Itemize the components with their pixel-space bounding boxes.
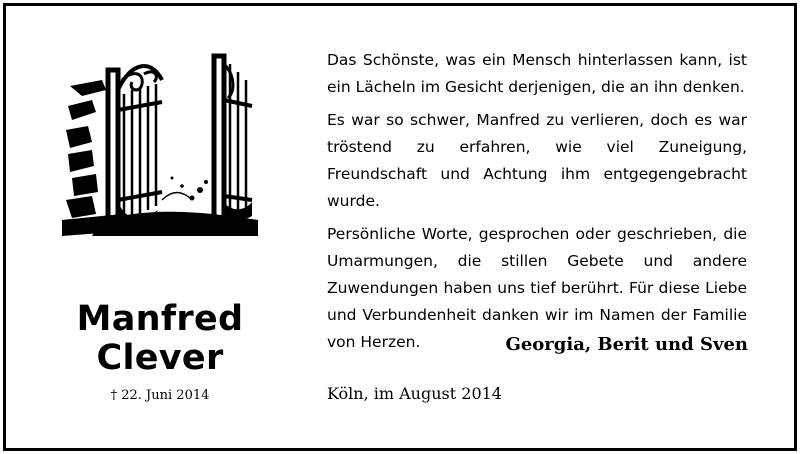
place-date: Köln, im August 2014 xyxy=(327,384,502,403)
garden-gate-icon xyxy=(62,50,258,236)
signature: Georgia, Berit und Sven xyxy=(505,334,748,355)
deceased-last-name: Clever xyxy=(96,338,224,378)
deceased-first-name: Manfred xyxy=(76,299,244,339)
message-paragraph: Persönliche Worte, gesprochen oder geschrieben, die Umarmungen, die stillen Gebete und andere Zuwendungen haben uns tief berührt. Für diese Liebe und Verbundenheit danken wir im Namen der Familie von Herzen. xyxy=(327,225,747,351)
death-date: † 22. Juni 2014 xyxy=(110,388,210,403)
message-paragraph: Das Schönste, was ein Mensch hinterlassen kann, ist ein Lächeln im Gesicht derjenigen, die an ihn denken. xyxy=(327,51,747,96)
message-text xyxy=(327,47,747,362)
message-paragraph: Es war so schwer, Manfred zu verlieren, doch es war tröstend zu erfahren, wie viel Zuneigung, Freundschaft und Achtung ihm entgegengebracht wurde. xyxy=(327,111,747,210)
